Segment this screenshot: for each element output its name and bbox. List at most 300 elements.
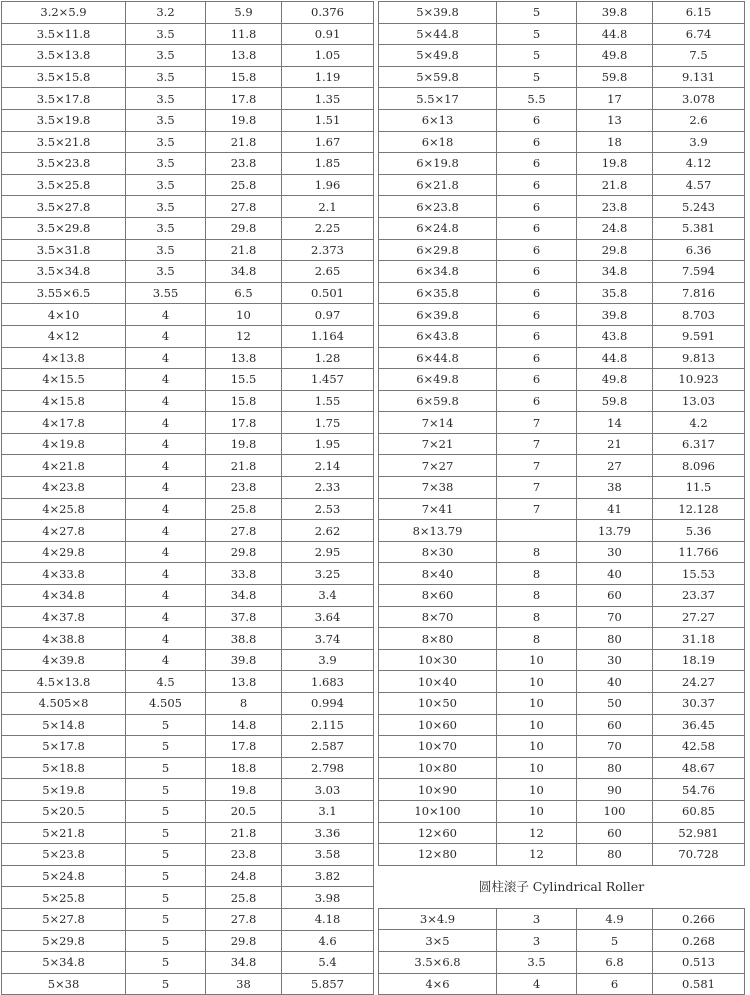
length-cell: 24.8 (206, 865, 282, 887)
length-cell: 40 (577, 671, 653, 693)
weight-cell: 60.85 (653, 800, 745, 822)
table-row (379, 844, 745, 866)
diameter-cell: 6 (497, 282, 577, 304)
weight-cell: 3.078 (653, 88, 745, 110)
table-row (2, 973, 374, 995)
weight-cell: 4.57 (653, 174, 745, 196)
length-cell: 29.8 (206, 930, 282, 952)
diameter-cell: 3.5 (497, 951, 577, 973)
length-cell: 18.8 (206, 757, 282, 779)
size-cell: 3.5×19.8 (2, 109, 126, 131)
weight-cell: 3.4 (282, 585, 374, 607)
table-row (379, 45, 745, 67)
table-row (379, 930, 745, 952)
table-row (379, 541, 745, 563)
diameter-cell: 4.505 (126, 693, 206, 715)
diameter-cell: 5 (126, 800, 206, 822)
weight-cell: 2.25 (282, 217, 374, 239)
diameter-cell: 5 (126, 865, 206, 887)
weight-cell: 0.581 (653, 973, 745, 995)
length-cell: 25.8 (206, 498, 282, 520)
weight-cell: 6.317 (653, 433, 745, 455)
table-row (379, 88, 745, 110)
size-cell: 5×25.8 (2, 887, 126, 909)
diameter-cell: 5 (497, 66, 577, 88)
diameter-cell: 3.5 (126, 109, 206, 131)
size-cell: 4×38.8 (2, 628, 126, 650)
table-row (2, 261, 374, 283)
diameter-cell: 12 (497, 844, 577, 866)
weight-cell: 1.35 (282, 88, 374, 110)
length-cell: 21 (577, 433, 653, 455)
diameter-cell: 4 (126, 649, 206, 671)
diameter-cell: 6 (497, 239, 577, 261)
table-row (379, 217, 745, 239)
table-row (2, 649, 374, 671)
weight-cell: 15.53 (653, 563, 745, 585)
weight-cell: 2.1 (282, 196, 374, 218)
length-cell: 10 (206, 304, 282, 326)
size-cell: 3.5×31.8 (2, 239, 126, 261)
table-row (2, 498, 374, 520)
weight-cell: 0.97 (282, 304, 374, 326)
size-cell: 4×33.8 (2, 563, 126, 585)
table-row (379, 433, 745, 455)
weight-cell: 1.75 (282, 412, 374, 434)
size-cell: 4×12 (2, 325, 126, 347)
weight-cell: 1.95 (282, 433, 374, 455)
weight-cell: 9.131 (653, 66, 745, 88)
table-row (379, 174, 745, 196)
weight-cell: 1.55 (282, 390, 374, 412)
length-cell: 23.8 (206, 844, 282, 866)
diameter-cell: 4 (126, 390, 206, 412)
length-cell: 70 (577, 606, 653, 628)
diameter-cell: 6 (497, 390, 577, 412)
diameter-cell: 5 (126, 714, 206, 736)
diameter-cell: 10 (497, 693, 577, 715)
length-cell: 38 (206, 973, 282, 995)
size-cell: 12×80 (379, 844, 497, 866)
table-row (379, 908, 745, 930)
length-cell: 15.5 (206, 369, 282, 391)
table-row (379, 671, 745, 693)
length-cell: 18 (577, 131, 653, 153)
weight-cell: 52.981 (653, 822, 745, 844)
table-row (2, 239, 374, 261)
size-cell: 3.2×5.9 (2, 2, 126, 24)
table-row (2, 282, 374, 304)
diameter-cell: 8 (497, 585, 577, 607)
length-cell: 34.8 (206, 261, 282, 283)
weight-cell: 1.67 (282, 131, 374, 153)
length-cell: 17.8 (206, 412, 282, 434)
length-cell: 34.8 (206, 952, 282, 974)
table-row (379, 66, 745, 88)
size-cell: 4×15.5 (2, 369, 126, 391)
diameter-cell: 8 (497, 606, 577, 628)
diameter-cell: 3 (497, 930, 577, 952)
weight-cell: 1.683 (282, 671, 374, 693)
weight-cell: 0.266 (653, 908, 745, 930)
size-cell: 10×70 (379, 736, 497, 758)
section-title-cylindrical-roller: 圆柱滚子 Cylindrical Roller (379, 865, 745, 908)
length-cell: 27 (577, 455, 653, 477)
length-cell: 5.9 (206, 2, 282, 24)
diameter-cell: 6 (497, 153, 577, 175)
weight-cell: 7.594 (653, 261, 745, 283)
diameter-cell: 3.5 (126, 66, 206, 88)
table-row (2, 2, 374, 24)
size-cell: 10×90 (379, 779, 497, 801)
size-cell: 10×50 (379, 693, 497, 715)
length-cell: 5 (577, 930, 653, 952)
table-row (2, 585, 374, 607)
weight-cell: 9.813 (653, 347, 745, 369)
table-row (379, 779, 745, 801)
diameter-cell: 6 (497, 347, 577, 369)
length-cell: 23.8 (206, 477, 282, 499)
weight-cell: 4.2 (653, 412, 745, 434)
diameter-cell: 4 (126, 563, 206, 585)
length-cell: 30 (577, 649, 653, 671)
weight-cell: 6.74 (653, 23, 745, 45)
diameter-cell: 6 (497, 304, 577, 326)
weight-cell: 1.05 (282, 45, 374, 67)
length-cell: 27.8 (206, 196, 282, 218)
length-cell: 4.9 (577, 908, 653, 930)
size-cell: 6×35.8 (379, 282, 497, 304)
length-cell: 41 (577, 498, 653, 520)
length-cell: 43.8 (577, 325, 653, 347)
length-cell: 19.8 (206, 109, 282, 131)
size-cell: 6×19.8 (379, 153, 497, 175)
table-row (379, 261, 745, 283)
length-cell: 60 (577, 822, 653, 844)
size-cell: 5×34.8 (2, 952, 126, 974)
table-row (379, 736, 745, 758)
weight-cell: 42.58 (653, 736, 745, 758)
diameter-cell: 3 (497, 908, 577, 930)
size-cell: 7×27 (379, 455, 497, 477)
size-cell: 7×21 (379, 433, 497, 455)
length-cell: 39.8 (206, 649, 282, 671)
table-row (2, 671, 374, 693)
weight-cell: 10.923 (653, 369, 745, 391)
diameter-cell: 5.5 (497, 88, 577, 110)
size-cell: 3.5×15.8 (2, 66, 126, 88)
diameter-cell: 4 (126, 433, 206, 455)
weight-cell: 23.37 (653, 585, 745, 607)
size-cell: 10×80 (379, 757, 497, 779)
weight-cell: 24.27 (653, 671, 745, 693)
size-cell: 6×44.8 (379, 347, 497, 369)
length-cell: 38.8 (206, 628, 282, 650)
weight-cell: 3.36 (282, 822, 374, 844)
table-row (2, 347, 374, 369)
diameter-cell: 5 (497, 2, 577, 24)
size-cell: 5×23.8 (2, 844, 126, 866)
diameter-cell: 10 (497, 649, 577, 671)
diameter-cell: 5 (126, 844, 206, 866)
table-row (2, 779, 374, 801)
length-cell: 17.8 (206, 88, 282, 110)
table-row (2, 887, 374, 909)
table-row (2, 757, 374, 779)
size-cell: 4×6 (379, 973, 497, 995)
diameter-cell: 5 (126, 908, 206, 930)
diameter-cell: 3.2 (126, 2, 206, 24)
table-row (379, 325, 745, 347)
size-cell: 4×10 (2, 304, 126, 326)
diameter-cell: 10 (497, 779, 577, 801)
diameter-cell: 4 (126, 585, 206, 607)
length-cell: 30 (577, 541, 653, 563)
length-cell: 50 (577, 693, 653, 715)
table-row (2, 865, 374, 887)
weight-cell: 5.857 (282, 973, 374, 995)
weight-cell: 2.798 (282, 757, 374, 779)
diameter-cell: 7 (497, 455, 577, 477)
size-cell: 5×14.8 (2, 714, 126, 736)
weight-cell: 3.1 (282, 800, 374, 822)
table-row (379, 477, 745, 499)
length-cell: 23.8 (206, 153, 282, 175)
table-row (2, 23, 374, 45)
length-cell: 29.8 (206, 541, 282, 563)
size-cell: 5×19.8 (2, 779, 126, 801)
weight-cell: 6.36 (653, 239, 745, 261)
size-cell: 5×17.8 (2, 736, 126, 758)
table-row (379, 628, 745, 650)
weight-cell: 2.95 (282, 541, 374, 563)
weight-cell: 3.58 (282, 844, 374, 866)
table-row (2, 844, 374, 866)
size-cell: 6×21.8 (379, 174, 497, 196)
diameter-cell: 6 (497, 109, 577, 131)
weight-cell: 48.67 (653, 757, 745, 779)
diameter-cell: 4 (126, 628, 206, 650)
weight-cell: 1.164 (282, 325, 374, 347)
weight-cell: 1.51 (282, 109, 374, 131)
table-row (2, 390, 374, 412)
length-cell: 11.8 (206, 23, 282, 45)
diameter-cell: 5 (497, 45, 577, 67)
size-cell: 5×29.8 (2, 930, 126, 952)
length-cell: 100 (577, 800, 653, 822)
length-cell: 19.8 (206, 433, 282, 455)
weight-cell: 0.994 (282, 693, 374, 715)
weight-cell: 5.36 (653, 520, 745, 542)
table-row (2, 520, 374, 542)
weight-cell: 2.6 (653, 109, 745, 131)
table-row (2, 714, 374, 736)
size-cell: 4×21.8 (2, 455, 126, 477)
size-cell: 4×15.8 (2, 390, 126, 412)
length-cell: 13.79 (577, 520, 653, 542)
length-cell: 12 (206, 325, 282, 347)
weight-cell: 0.268 (653, 930, 745, 952)
diameter-cell: 4 (126, 412, 206, 434)
roller-spec-table-left (1, 1, 374, 995)
size-cell: 8×80 (379, 628, 497, 650)
size-cell: 3.5×11.8 (2, 23, 126, 45)
table-row (2, 455, 374, 477)
weight-cell: 3.9 (282, 649, 374, 671)
size-cell: 4×19.8 (2, 433, 126, 455)
table-row (2, 196, 374, 218)
diameter-cell: 6 (497, 261, 577, 283)
length-cell: 21.8 (206, 455, 282, 477)
length-cell: 38 (577, 477, 653, 499)
table-row (2, 952, 374, 974)
length-cell: 13.8 (206, 45, 282, 67)
length-cell: 29.8 (577, 239, 653, 261)
table-row (379, 131, 745, 153)
size-cell: 3.5×13.8 (2, 45, 126, 67)
table-row (2, 66, 374, 88)
table-row (379, 347, 745, 369)
length-cell: 17.8 (206, 736, 282, 758)
table-row (2, 693, 374, 715)
weight-cell: 54.76 (653, 779, 745, 801)
weight-cell: 1.96 (282, 174, 374, 196)
diameter-cell: 5 (126, 757, 206, 779)
length-cell: 6 (577, 973, 653, 995)
diameter-cell: 3.5 (126, 88, 206, 110)
section-row (379, 865, 745, 908)
size-cell: 4×39.8 (2, 649, 126, 671)
diameter-cell: 6 (497, 217, 577, 239)
table-row (379, 951, 745, 973)
weight-cell: 3.9 (653, 131, 745, 153)
diameter-cell: 4 (126, 369, 206, 391)
table-row (2, 541, 374, 563)
table-row (379, 520, 745, 542)
table-row (2, 174, 374, 196)
diameter-cell: 7 (497, 498, 577, 520)
weight-cell: 4.6 (282, 930, 374, 952)
length-cell: 21.8 (206, 239, 282, 261)
length-cell: 20.5 (206, 800, 282, 822)
weight-cell: 27.27 (653, 606, 745, 628)
length-cell: 13.8 (206, 671, 282, 693)
table-row (2, 369, 374, 391)
diameter-cell: 6 (497, 196, 577, 218)
size-cell: 3.5×25.8 (2, 174, 126, 196)
length-cell: 60 (577, 714, 653, 736)
table-row (2, 304, 374, 326)
length-cell: 34.8 (577, 261, 653, 283)
size-cell: 5×49.8 (379, 45, 497, 67)
table-row (2, 908, 374, 930)
weight-cell: 30.37 (653, 693, 745, 715)
size-cell: 4×25.8 (2, 498, 126, 520)
size-cell: 10×60 (379, 714, 497, 736)
roller-spec-table-right (378, 1, 745, 995)
diameter-cell: 5 (126, 822, 206, 844)
size-cell: 7×41 (379, 498, 497, 520)
size-cell: 3.5×17.8 (2, 88, 126, 110)
length-cell: 70 (577, 736, 653, 758)
weight-cell: 36.45 (653, 714, 745, 736)
weight-cell: 6.15 (653, 2, 745, 24)
diameter-cell: 3.55 (126, 282, 206, 304)
diameter-cell: 3.5 (126, 196, 206, 218)
table-row (379, 822, 745, 844)
table-row (379, 455, 745, 477)
diameter-cell: 3.5 (126, 131, 206, 153)
length-cell: 19.8 (206, 779, 282, 801)
diameter-cell: 6 (497, 131, 577, 153)
length-cell: 24.8 (577, 217, 653, 239)
length-cell: 21.8 (206, 822, 282, 844)
table-row (379, 23, 745, 45)
diameter-cell: 4 (126, 541, 206, 563)
length-cell: 80 (577, 844, 653, 866)
table-row (379, 369, 745, 391)
length-cell: 14 (577, 412, 653, 434)
weight-cell: 3.64 (282, 606, 374, 628)
weight-cell: 70.728 (653, 844, 745, 866)
weight-cell: 3.03 (282, 779, 374, 801)
table-row (2, 325, 374, 347)
weight-cell: 12.128 (653, 498, 745, 520)
diameter-cell: 4 (126, 606, 206, 628)
diameter-cell: 4 (126, 347, 206, 369)
size-cell: 4×27.8 (2, 520, 126, 542)
table-row (379, 196, 745, 218)
length-cell: 13 (577, 109, 653, 131)
size-cell: 7×14 (379, 412, 497, 434)
diameter-cell: 3.5 (126, 174, 206, 196)
diameter-cell: 6 (497, 369, 577, 391)
size-cell: 5×27.8 (2, 908, 126, 930)
length-cell: 59.8 (577, 390, 653, 412)
diameter-cell: 6 (497, 325, 577, 347)
weight-cell: 2.373 (282, 239, 374, 261)
diameter-cell: 5 (126, 736, 206, 758)
diameter-cell: 3.5 (126, 45, 206, 67)
diameter-cell: 3.5 (126, 217, 206, 239)
size-cell: 6×24.8 (379, 217, 497, 239)
size-cell: 6×23.8 (379, 196, 497, 218)
diameter-cell: 3.5 (126, 239, 206, 261)
table-row (2, 477, 374, 499)
weight-cell: 5.381 (653, 217, 745, 239)
size-cell: 3.55×6.5 (2, 282, 126, 304)
weight-cell: 3.25 (282, 563, 374, 585)
weight-cell: 3.82 (282, 865, 374, 887)
diameter-cell: 5 (497, 23, 577, 45)
weight-cell: 8.703 (653, 304, 745, 326)
size-cell: 12×60 (379, 822, 497, 844)
weight-cell: 11.5 (653, 477, 745, 499)
table-row (2, 412, 374, 434)
size-cell: 4.5×13.8 (2, 671, 126, 693)
size-cell: 8×60 (379, 585, 497, 607)
length-cell: 6.5 (206, 282, 282, 304)
weight-cell: 0.376 (282, 2, 374, 24)
weight-cell: 3.74 (282, 628, 374, 650)
size-cell: 8×30 (379, 541, 497, 563)
weight-cell: 1.457 (282, 369, 374, 391)
size-cell: 4×17.8 (2, 412, 126, 434)
table-row (2, 88, 374, 110)
length-cell: 59.8 (577, 66, 653, 88)
size-cell: 4×34.8 (2, 585, 126, 607)
weight-cell: 31.18 (653, 628, 745, 650)
